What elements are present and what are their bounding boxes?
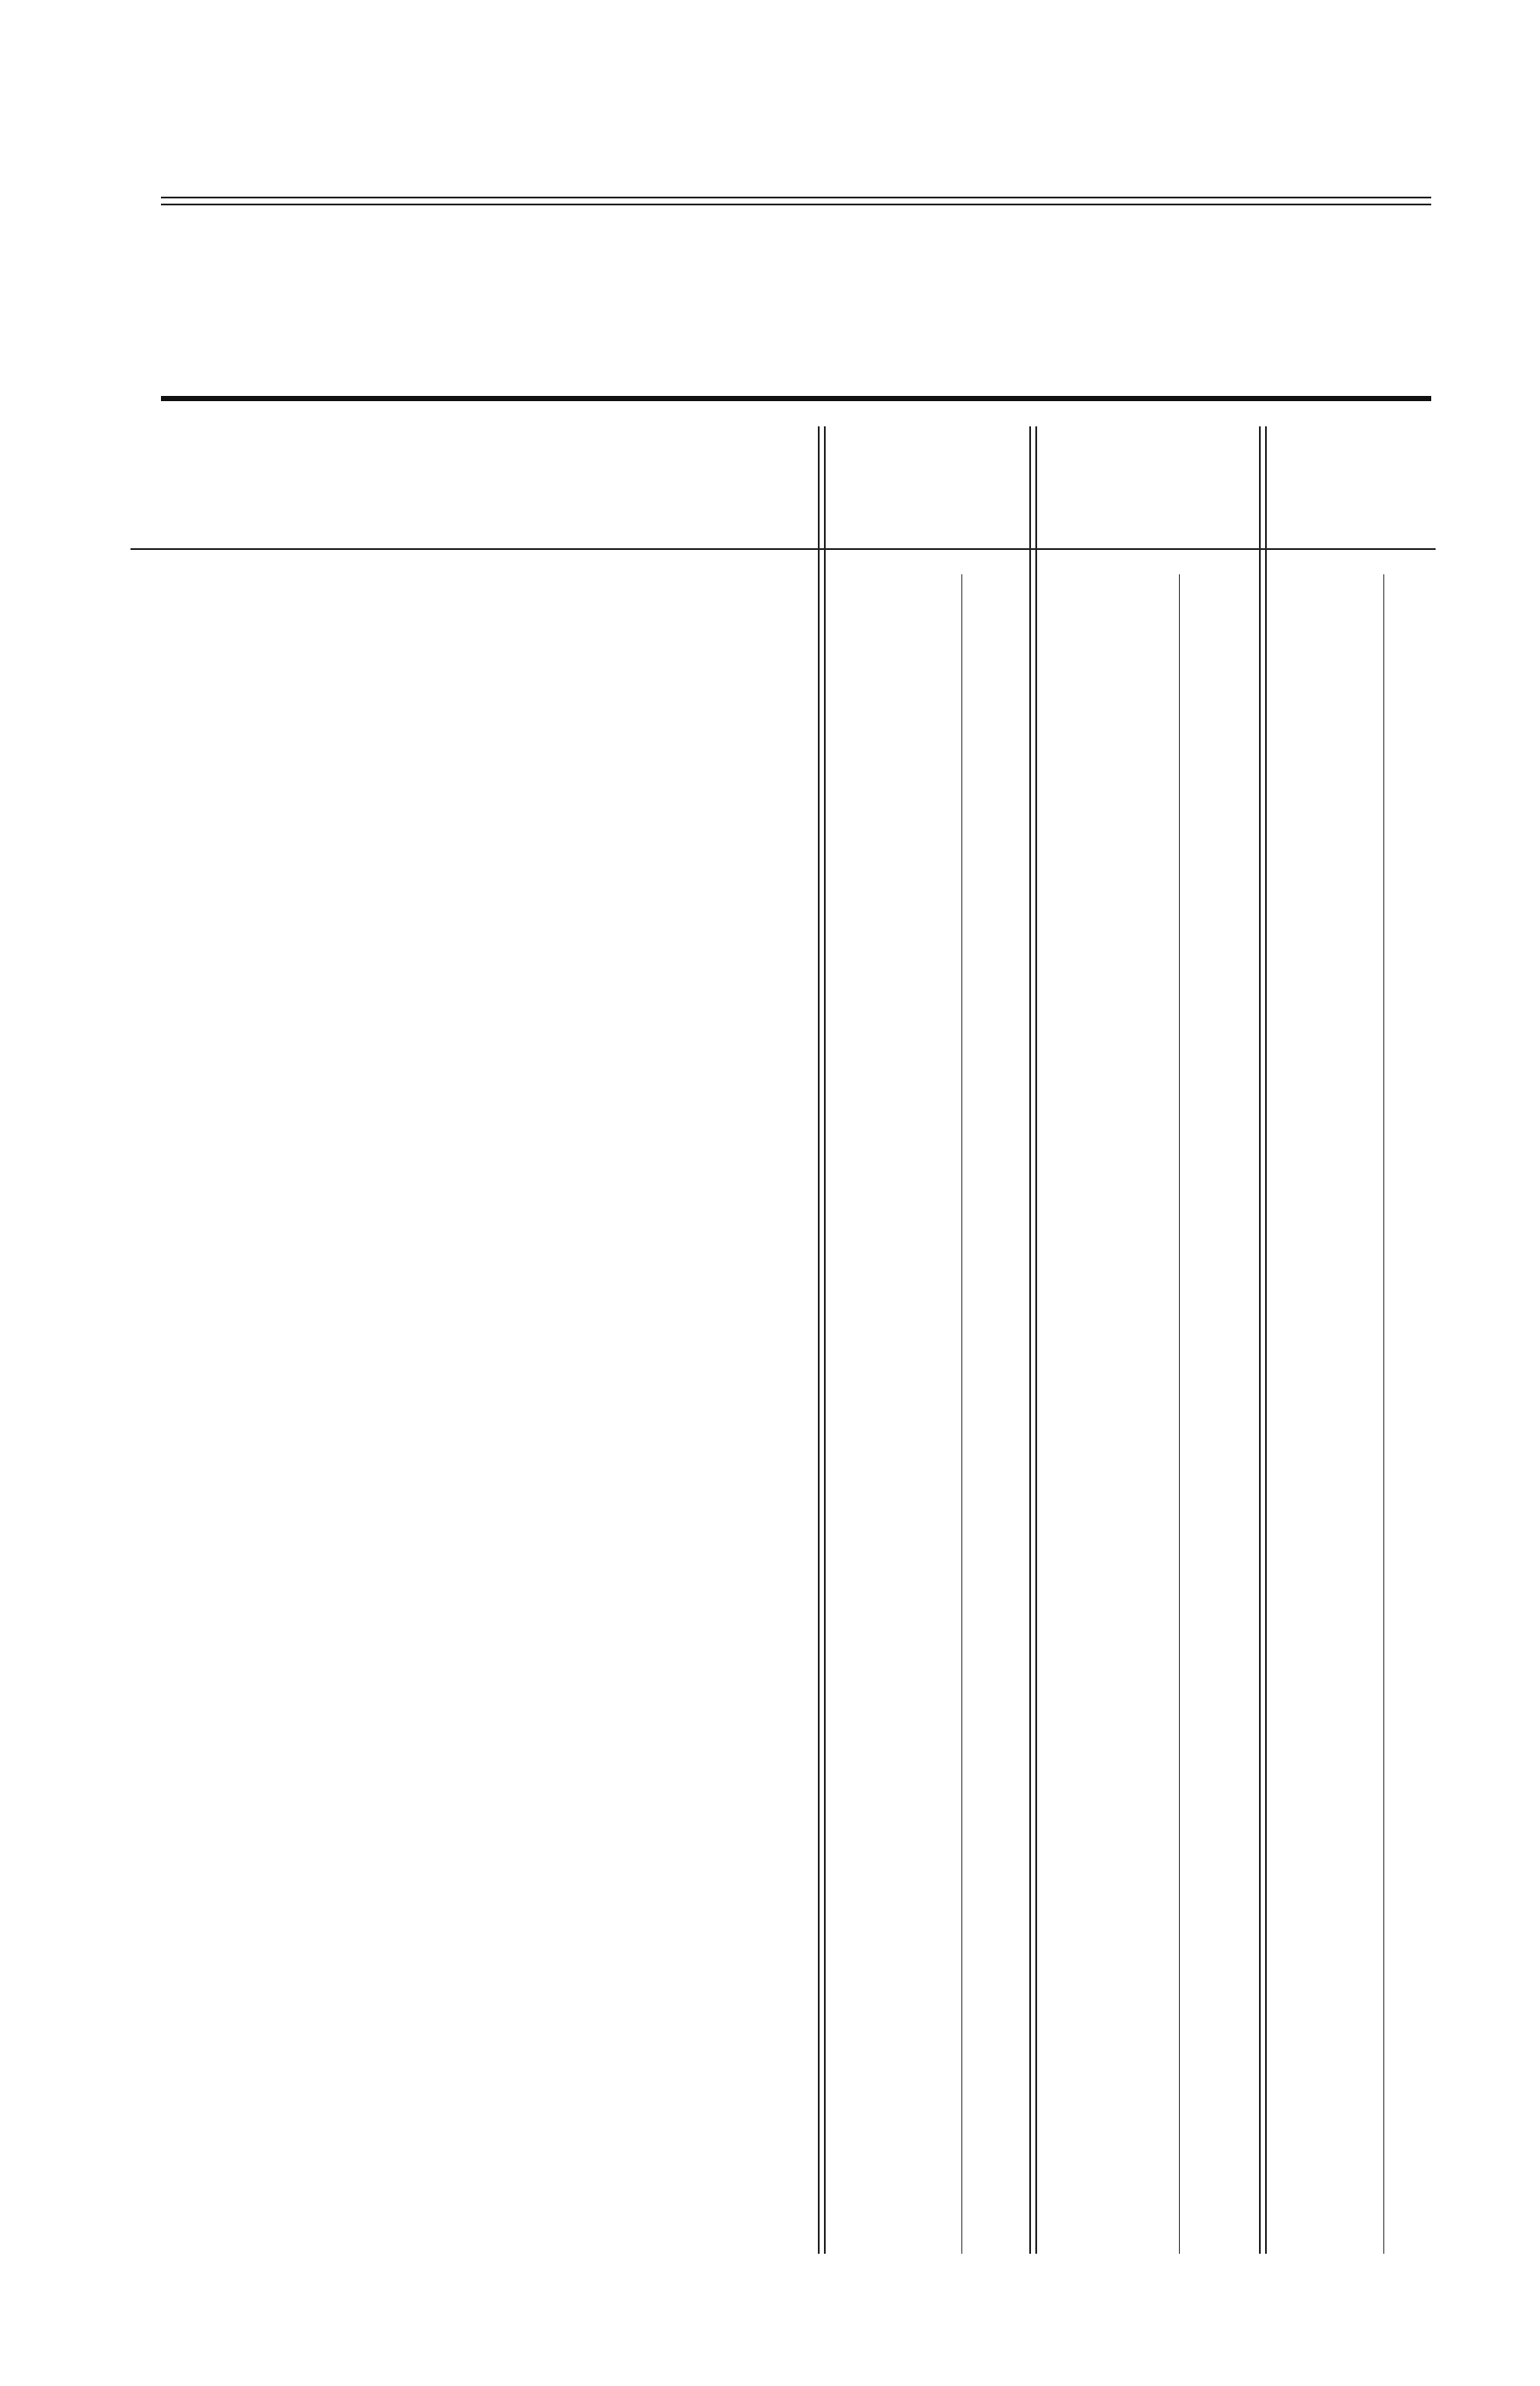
running-header	[132, 104, 1420, 157]
table-top-rule	[161, 396, 1431, 401]
cents-divider	[1383, 574, 1384, 2254]
column-divider	[818, 426, 826, 2254]
cents-divider	[1179, 574, 1180, 2254]
header-rule	[161, 197, 1431, 198]
header-underline	[131, 548, 1436, 550]
column-divider	[1029, 426, 1037, 2254]
salaries-table	[131, 426, 1436, 2254]
header-rule-2	[161, 204, 1431, 205]
units-row	[131, 566, 1436, 590]
column-divider	[1259, 426, 1267, 2254]
cents-divider	[961, 574, 962, 2254]
